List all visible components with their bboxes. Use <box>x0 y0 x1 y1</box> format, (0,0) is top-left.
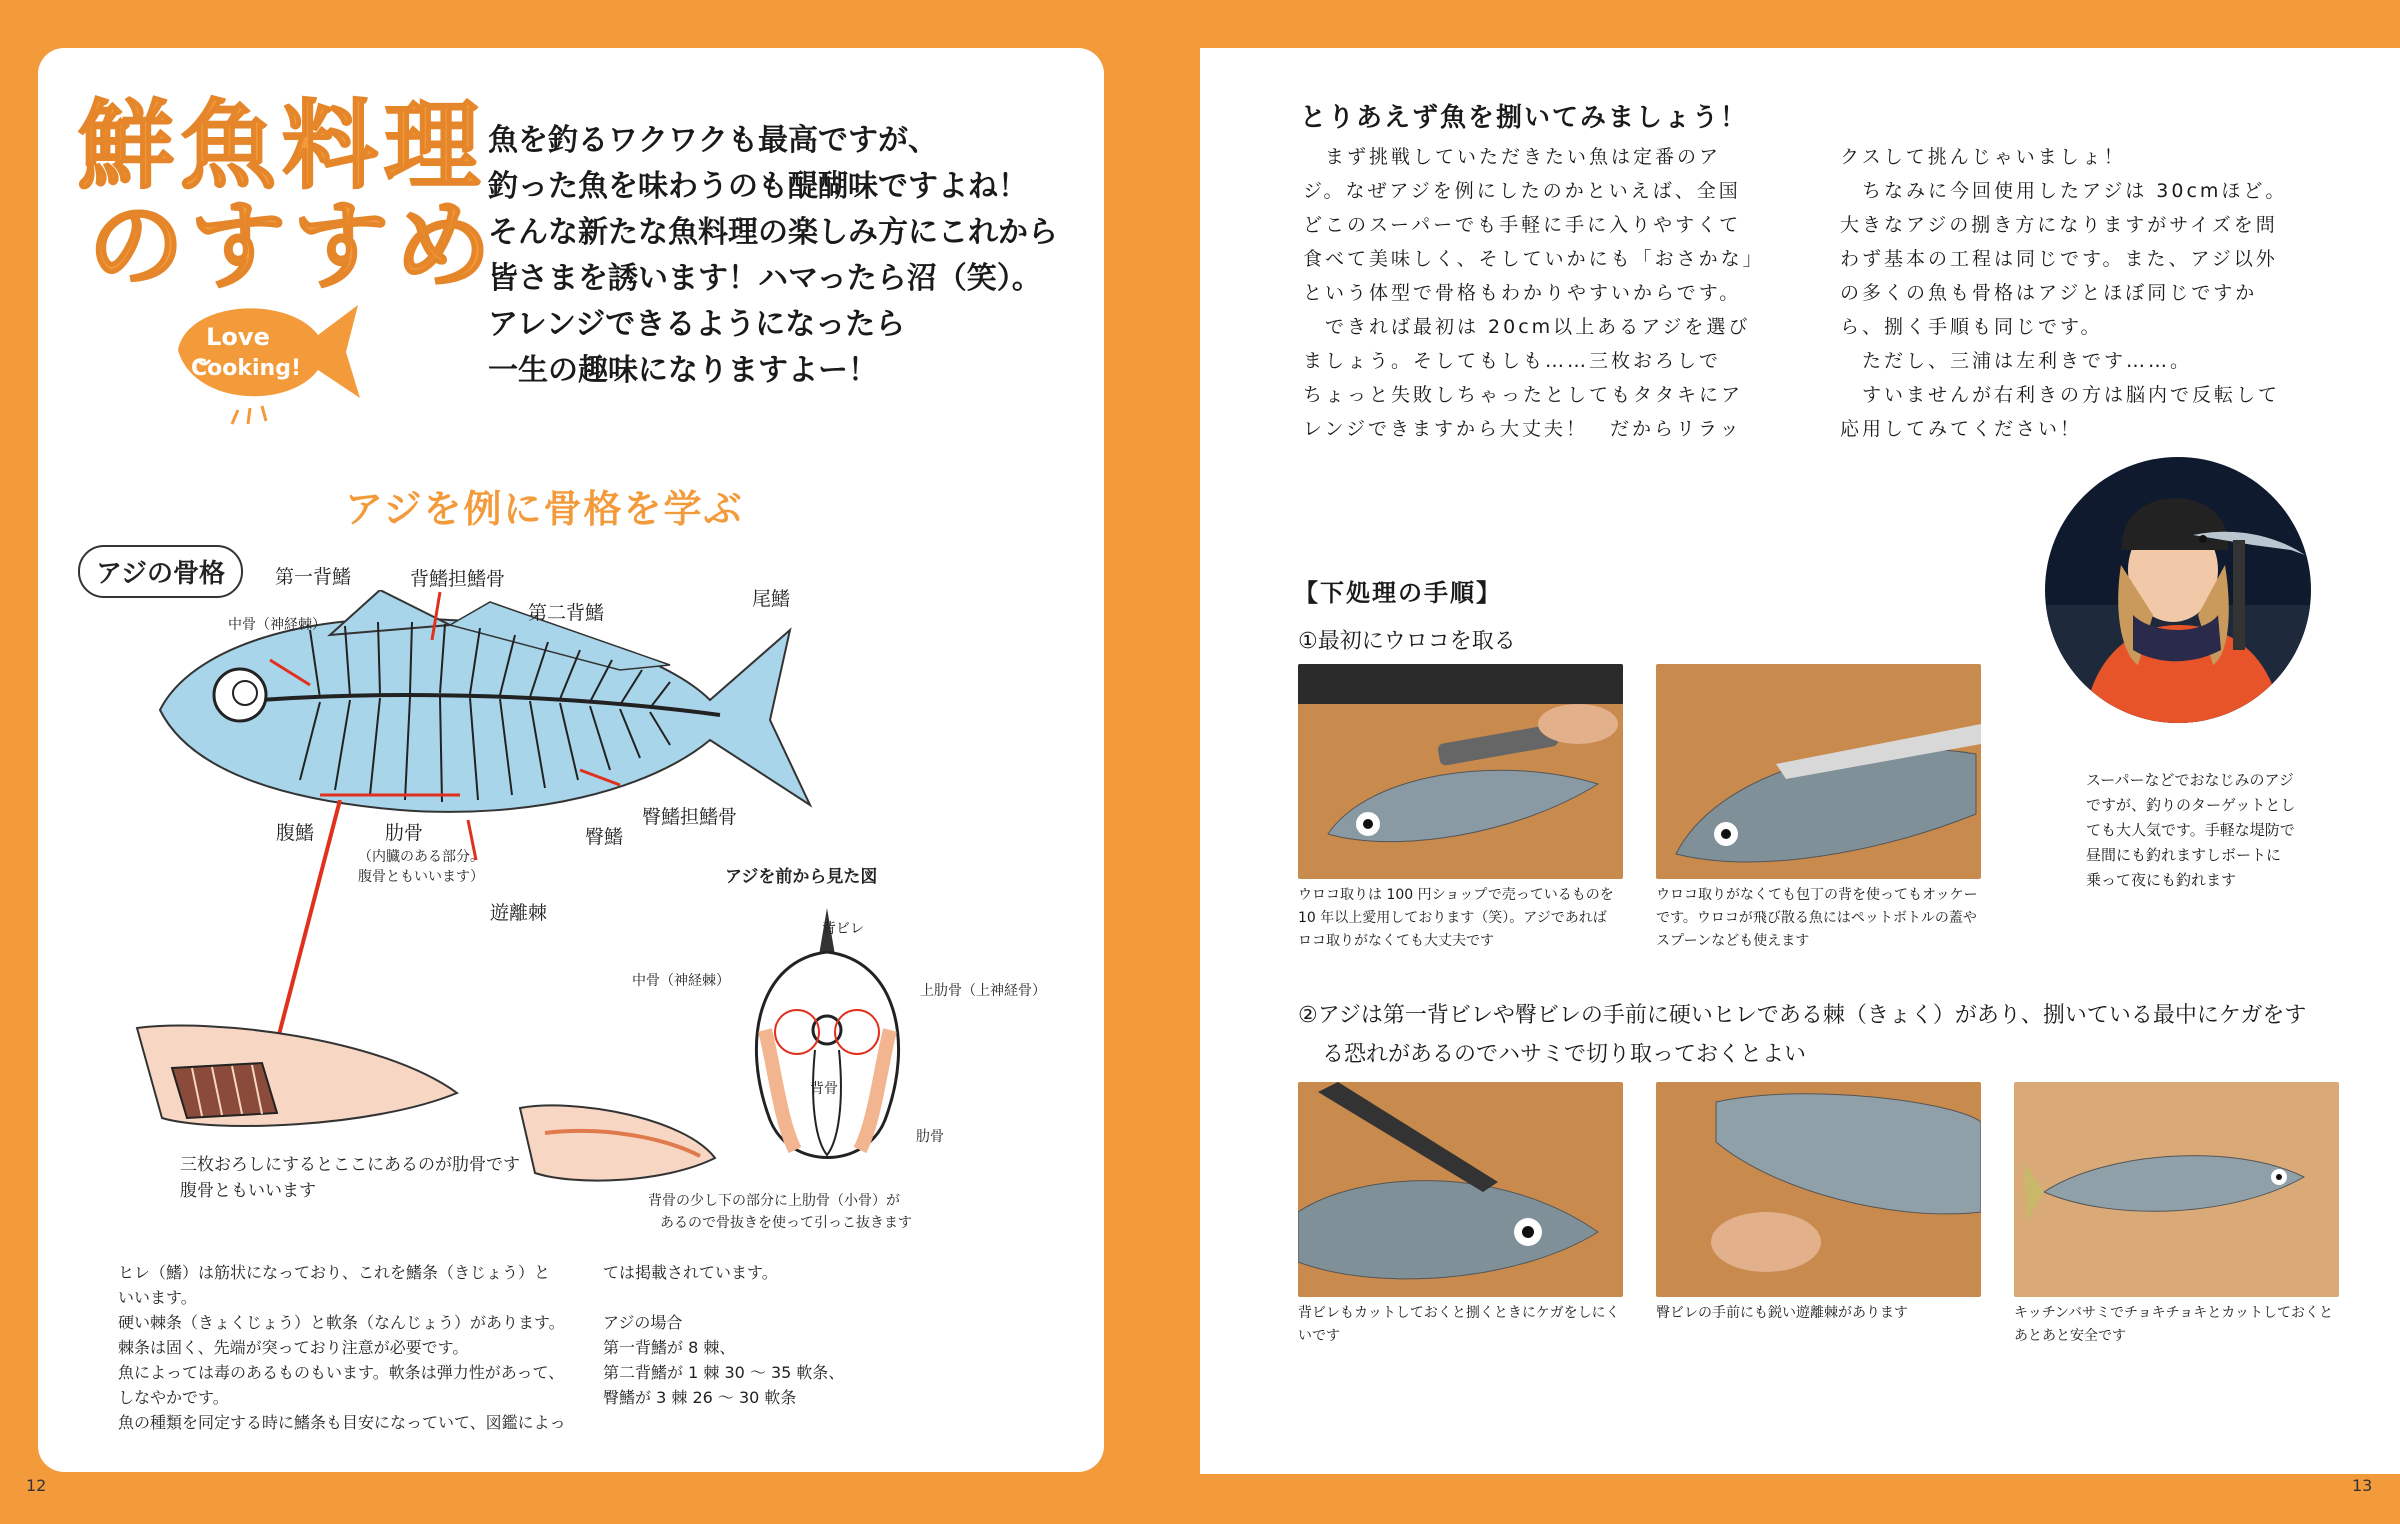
caption-line: ロコ取りがなくても大丈夫です <box>1298 933 1494 949</box>
right-line: ら、捌く手順も同じです。 <box>1840 316 2103 338</box>
title-line2: のすすめ <box>88 190 497 302</box>
step1-heading: ①最初にウロコを取る <box>1298 629 1516 654</box>
fillet-note-line: 腹骨ともいいます <box>180 1181 316 1201</box>
intro-line: 一生の趣味になりますよー！ <box>488 353 878 388</box>
right-line: 食べて美味しく、そしていかにも「おさかな」 <box>1303 248 1765 270</box>
caption-line: キッチンバサミでチョキチョキとカットしておくと <box>2014 1305 2334 1321</box>
body-line: しなやかです。 <box>118 1388 229 1407</box>
intro-line: 皆さまを誘います！ハマったら沼（笑）。 <box>488 261 1042 296</box>
label-rib: 肋骨 <box>385 822 424 844</box>
body-line: 第二背鰭が 1 棘 30 ～ 35 軟条、 <box>603 1363 845 1382</box>
right-line: 大きなアジの捌き方になりますがサイズを問 <box>1840 214 2278 236</box>
front-label-neural-spine: 中骨（神経棘） <box>632 973 730 989</box>
body-line: 臀鰭が 3 棘 26 ～ 30 軟条 <box>603 1388 797 1407</box>
label-rib-note2: 腹骨ともいいます） <box>358 869 484 885</box>
label-first-dorsal: 第一背鰭 <box>275 566 352 588</box>
label-anal-pterygiophore: 臀鰭担鰭骨 <box>642 806 738 828</box>
step2-line: ②アジは第一背ビレや臀ビレの手前に硬いヒレである棘（きょく）があり、捌いている最中にケガをす <box>1298 1003 2307 1028</box>
badge-text-love: Love <box>206 323 270 351</box>
caption-line: 乗って夜にも釣れます <box>2086 871 2237 889</box>
right-column-1 <box>1303 140 1823 446</box>
label-neural-spine: 中骨（神経棘） <box>228 617 326 633</box>
caption-line: ウロコ取りは 100 円ショップで売っているものを <box>1298 887 1614 903</box>
caption-line: 臀ビレの手前にも鋭い遊離棘があります <box>1656 1305 1908 1321</box>
right-line: ジ。なぜアジを例にしたのかといえば、全国 <box>1303 180 1741 202</box>
body-column-1 <box>118 1260 588 1435</box>
caption-line: 背ビレもカットしておくと捌くときにケガをしにく <box>1298 1305 1620 1321</box>
right-line: ちなみに今回使用したアジは 30cmほど。 <box>1840 180 2288 202</box>
step2-heading <box>1298 998 2378 1068</box>
right-line: ただし、三浦は左利きです……。 <box>1840 350 2193 372</box>
caption-line: あとあと安全です <box>2014 1328 2126 1344</box>
caption-line: スーパーなどでおなじみのアジ <box>2086 771 2294 789</box>
top-orange-bar <box>1200 0 2400 48</box>
step2-caption-3 <box>2014 1302 2333 1348</box>
label-second-dorsal: 第二背鰭 <box>528 602 605 624</box>
front-view-diagram <box>735 900 920 1190</box>
intro-line: 釣った魚を味わうのも醍醐味ですよね！ <box>488 169 1028 204</box>
caption-line: ウロコ取りがなくても包丁の背を使ってもオッケー <box>1656 887 1978 903</box>
right-line: どこのスーパーでも手軽に手に入りやすくて <box>1303 214 1742 236</box>
label-pelvic-fin: 腹鰭 <box>276 822 315 844</box>
body-line: 棘条は固く、先端が突っており注意が必要です。 <box>118 1338 469 1357</box>
caption-line: 昼間にも釣れますしボートに <box>2086 846 2282 864</box>
label-rib-note1: （内臓のある部分。 <box>358 849 484 865</box>
body-line: いいます。 <box>118 1288 197 1307</box>
right-line: ちょっと失敗しちゃったとしてもタタキにア <box>1303 384 1744 406</box>
body-line <box>603 1285 903 1310</box>
caption-line: ても大人気です。手軽な堤防で <box>2086 821 2295 839</box>
body-line: 第一背鰭が 8 棘、 <box>603 1338 736 1357</box>
caption-line: です。ウロコが飛び散る魚にはペットボトルの蓋や <box>1656 910 1977 926</box>
right-line: すいませんが右利きの方は脳内で反転して <box>1840 384 2281 406</box>
right-line: クスして挑んじゃいましょ！ <box>1840 146 2126 168</box>
step1-photo-scaler <box>1298 664 1623 879</box>
label-tail-fin: 尾鰭 <box>752 588 791 610</box>
skeleton-pill: アジの骨格 <box>78 545 243 598</box>
intro-line: そんな新たな魚料理の楽しみ方にこれから <box>488 215 1058 250</box>
step2-caption-1 <box>1298 1302 1620 1348</box>
label-anal-fin: 臀鰭 <box>585 826 624 848</box>
right-line: できれば最初は 20cm以上あるアジを選び <box>1303 316 1751 338</box>
right-line: ましょう。そしてもしも……三枚おろしで <box>1303 350 1722 372</box>
step2-line: る恐れがあるのでハサミで切り取っておくとよい <box>1322 1042 1807 1067</box>
body-line: アジの場合 <box>603 1313 683 1332</box>
step2-photo-dorsal-cut <box>1298 1082 1623 1297</box>
fillet-note-line: 三枚おろしにするとここにあるのが肋骨です <box>180 1155 520 1175</box>
right-heading: とりあえず魚を捌いてみましょう！ <box>1300 103 1749 133</box>
bottom-orange-bar <box>1200 1474 2400 1524</box>
body-column-2 <box>603 1260 903 1410</box>
right-line: わず基本の工程は同じです。また、アジ以外 <box>1840 248 2278 270</box>
step2-photo-finished <box>2014 1082 2339 1297</box>
front-view-note-line1: 背骨の少し下の部分に上肋骨（小骨）が <box>648 1193 900 1209</box>
right-line: 応用してみてください！ <box>1840 418 2083 440</box>
angler-portrait-photo <box>2043 455 2313 725</box>
front-label-dorsal-fin: 背ビレ <box>822 921 864 937</box>
right-line: の多くの魚も骨格はアジとほぼ同じですか <box>1840 282 2258 304</box>
caption-line: いです <box>1298 1328 1340 1344</box>
caption-line: ですが、釣りのターゲットとし <box>2086 796 2296 814</box>
front-label-rib: 肋骨 <box>916 1129 944 1145</box>
label-dorsal-pterygiophore: 背鰭担鰭骨 <box>410 568 506 590</box>
front-label-spine: 背骨 <box>810 1081 838 1097</box>
body-line: 魚の種類を同定する時に鰭条も目安になっていて、図鑑によっ <box>118 1413 566 1432</box>
title-line1: 鮮魚料理 <box>78 90 486 202</box>
body-line: 魚によっては毒のあるものもいます。軟条は弾力性があって、 <box>118 1363 565 1382</box>
prep-heading: 【下処理の手順】 <box>1294 579 1502 607</box>
body-line: 硬い棘条（きょくじょう）と軟条（なんじょう）があります。 <box>118 1313 565 1332</box>
section-heading: アジを例に骨格を学ぶ <box>345 487 744 531</box>
intro-line: 魚を釣るワクワクも最高ですが、 <box>488 123 938 158</box>
right-line: という体型で骨格もわかりやすいからです。 <box>1303 282 1742 304</box>
page-number-right: 13 <box>2352 1476 2373 1495</box>
fillet-illustration <box>132 1018 462 1148</box>
front-label-epineural: 上肋骨（上神経骨） <box>920 983 1046 999</box>
step1-caption-1 <box>1298 884 1614 953</box>
caption-line: スプーンなども使えます <box>1656 933 1810 949</box>
caption-line: 10 年以上愛用しております（笑）。アジであれば <box>1298 910 1607 926</box>
right-line: レンジできますから大丈夫！ だからリラッ <box>1303 418 1742 440</box>
front-view-note-line2: あるので骨抜きを使って引っこ抜きます <box>660 1215 912 1231</box>
intro-text <box>488 118 1108 394</box>
step1-caption-2 <box>1656 884 1978 953</box>
portrait-caption <box>2086 768 2295 893</box>
body-line: ヒレ（鰭）は筋状になっており、これを鰭条（きじょう）と <box>118 1263 551 1282</box>
badge-text-cooking: Cooking! <box>191 356 301 381</box>
label-free-spine: 遊離棘 <box>490 902 548 924</box>
right-page <box>1200 0 2400 1524</box>
front-view-title: アジを前から見た図 <box>725 867 878 887</box>
right-column-2 <box>1840 140 2360 446</box>
intro-line: アレンジできるようになったら <box>488 307 906 342</box>
fillet-small-illustration <box>515 1098 720 1188</box>
right-line: まず挑戦していただきたい魚は定番のア <box>1303 146 1722 168</box>
step1-photo-knife <box>1656 664 1981 879</box>
step2-photo-anal-spine <box>1656 1082 1981 1297</box>
body-line: ては掲載されています。 <box>603 1263 778 1282</box>
page-number-left: 12 <box>26 1476 47 1495</box>
love-cooking-fish-icon <box>168 290 368 430</box>
fillet-note <box>180 1152 520 1204</box>
step2-caption-2 <box>1656 1302 1908 1325</box>
